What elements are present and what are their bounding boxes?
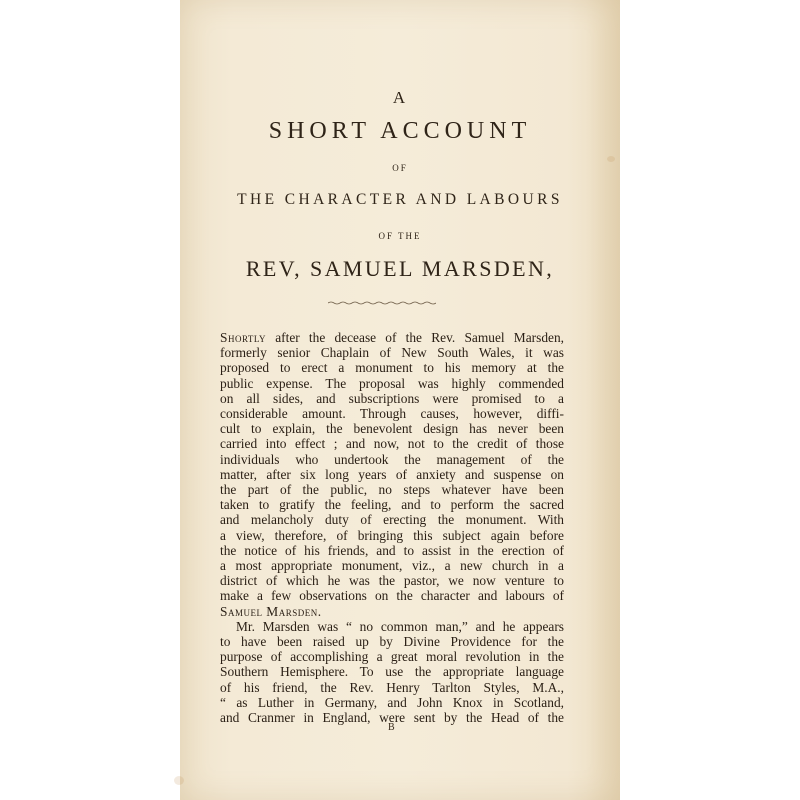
title-character-labours: THE CHARACTER AND LABOURS — [237, 191, 563, 208]
body-line: Mr. Marsden was “ no common man,” and he appears — [236, 618, 564, 634]
body-line: to have been raised up by Divine Providence for the — [220, 634, 564, 650]
body-line: “ as Luther in Germany, and John Knox in Scotland, — [220, 694, 564, 710]
body-line: considerable amount. Through causes, however, diffi- — [220, 406, 564, 422]
body-line-name: Samuel Marsden. — [220, 603, 322, 619]
body-line: individuals who undertook the management of the — [220, 451, 564, 467]
body-line: formerly senior Chaplain of New South Wales, it was — [220, 345, 564, 361]
title-of-the: OF THE — [378, 231, 422, 241]
body-line: public expense. The proposal was highly commended — [220, 375, 564, 391]
signature-mark: B — [388, 722, 395, 733]
body-line: and Cranmer in England, were sent by the Head of the — [220, 710, 564, 726]
body-line: the part of the public, no steps whatever have been — [220, 482, 564, 498]
body-line: purpose of accomplishing a great moral revolution in the — [220, 649, 564, 665]
body-line: proposed to erect a monument to his memory at the — [220, 360, 564, 376]
title-line-a: A — [392, 88, 408, 107]
body-line: make a few observations on the character and labours of — [220, 588, 564, 604]
lead-word: Shortly — [220, 330, 267, 345]
title-name: REV, SAMUEL MARSDEN, — [245, 256, 555, 281]
foxing-spot — [174, 776, 184, 785]
foxing-spot — [607, 156, 615, 162]
body-line: a view, therefore, of bringing this subject again before — [220, 527, 564, 543]
body-line: cult to explain, the benevolent design has never been — [220, 421, 564, 437]
body-line: matter, after six long years of anxiety and suspense on — [220, 466, 564, 482]
body-line: on all sides, and subscriptions were promised to a — [220, 390, 564, 406]
title-short-account: SHORT ACCOUNT — [268, 118, 532, 144]
body-line: and melancholy duty of erecting the monument. With — [220, 512, 564, 528]
body-line: carried into effect ; and now, not to the credit of those — [220, 436, 564, 452]
decorative-rule — [328, 301, 436, 305]
body-line: a most appropriate monument, viz., a new church in a — [220, 558, 564, 574]
body-line: taken to gratify the feeling, and to perform the sacred — [220, 497, 564, 513]
body-line: district of which he was the pastor, we now venture to — [220, 573, 564, 589]
body-line: Shortly after the decease of the Rev. Samuel Marsden, — [220, 330, 564, 345]
body-line: the notice of his friends, and to assist in the erection of — [220, 542, 564, 558]
title-of: OF — [392, 163, 408, 173]
body-line: Southern Hemisphere. To use the appropriate language — [220, 664, 564, 680]
body-text — [220, 330, 564, 725]
body-line: of his friend, the Rev. Henry Tarlton Styles, M.A., — [220, 679, 564, 695]
book-page — [180, 0, 620, 800]
